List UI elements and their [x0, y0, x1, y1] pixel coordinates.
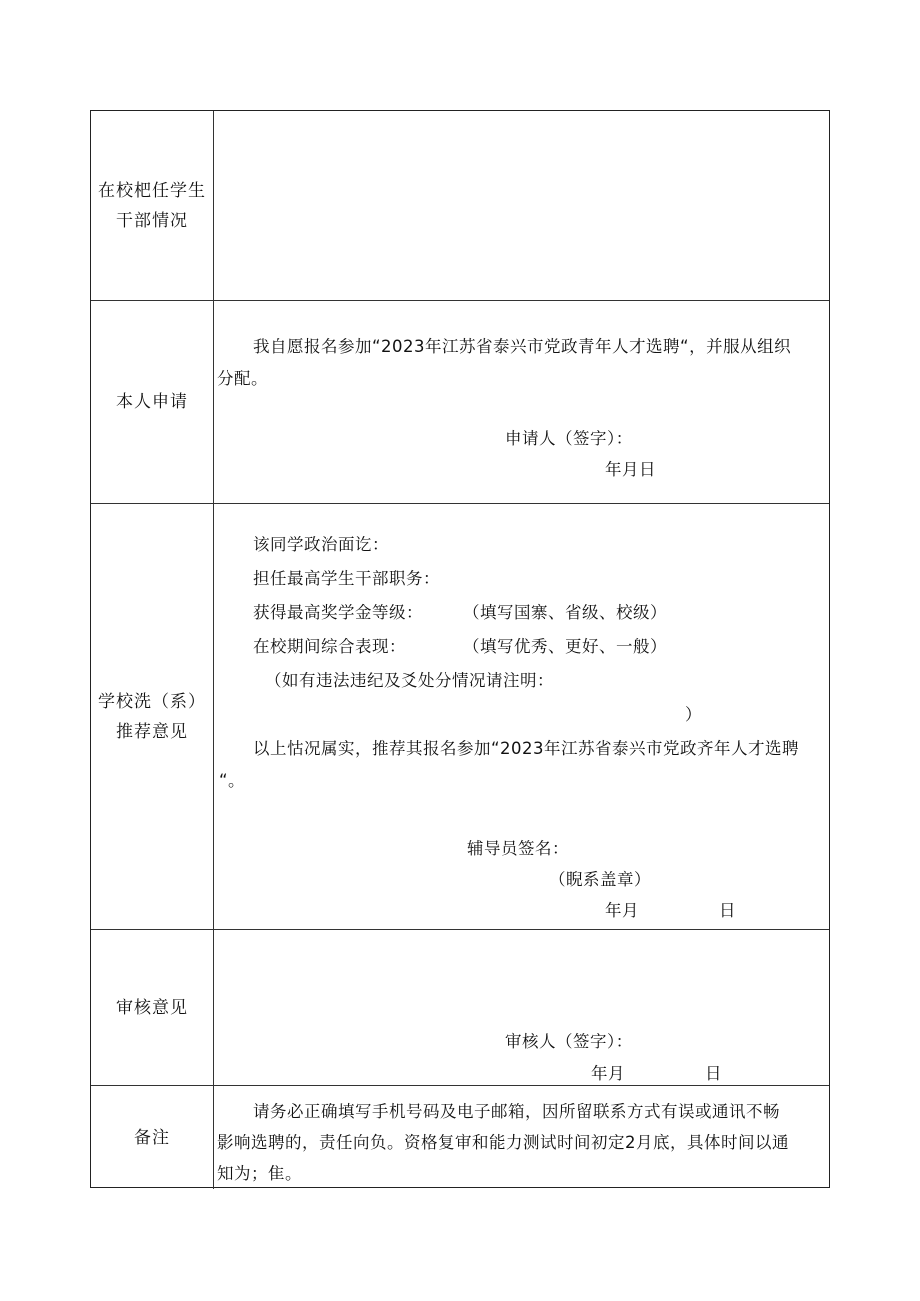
row-personal-application — [91, 301, 829, 504]
student-cadre-field[interactable] — [215, 111, 829, 300]
recommendation-date-d: 日 — [719, 901, 736, 920]
application-form-table — [90, 110, 830, 1188]
conclusion-line1: 以上怙况属实，推荐其报名参加“2023年江苏省泰兴市党政齐年人才选聘 — [253, 739, 800, 758]
conclusion-line2: “。 — [219, 771, 246, 790]
label-text: 在校杷任学生 — [98, 180, 206, 201]
row-label-recommendation — [91, 504, 214, 929]
political-status-label: 该同学政治面讫： — [253, 535, 389, 554]
counselor-signature-label: 辅导员签名： — [467, 839, 569, 858]
applicant-signature-label: 申请人（签字）： — [505, 429, 633, 448]
performance-label: 在校期间综合表现： — [253, 637, 406, 656]
label-text: 备注 — [134, 1127, 170, 1148]
label-text: 推荐意见 — [116, 721, 188, 742]
scholarship-label: 获得最高奖学金等级： — [253, 603, 423, 622]
row-school-recommendation — [91, 504, 829, 930]
row-student-cadre — [91, 111, 829, 301]
row-label-application — [91, 301, 214, 503]
scholarship-hint: （填写国寨、省级、校级） — [463, 603, 667, 622]
label-text: 学校洗（系） — [98, 691, 206, 712]
department-seal-label: （睨系盖章） — [549, 870, 651, 889]
label-text: 干部情况 — [116, 210, 188, 231]
label-text: 审核意见 — [116, 997, 188, 1018]
row-remarks — [91, 1086, 829, 1189]
remarks-content — [215, 1086, 829, 1189]
remarks-line1: 请务必正确填写手机号码及电子邮箱，因所留联系方式有误或通讯不畅 — [253, 1102, 780, 1121]
application-content — [215, 301, 829, 503]
highest-position-label: 担任最高学生干部职务： — [253, 569, 440, 588]
remarks-line3: 知为；隹。 — [217, 1164, 302, 1183]
row-review-opinion — [91, 930, 829, 1086]
review-date-ym: 年月 — [591, 1064, 625, 1083]
row-label-remarks — [91, 1086, 214, 1189]
application-date: 年月日 — [605, 460, 656, 479]
row-label-student-cadre — [91, 111, 214, 300]
reviewer-signature-label: 审核人（签字）： — [505, 1032, 633, 1051]
review-date-d: 日 — [705, 1064, 722, 1083]
recommendation-content — [215, 504, 829, 929]
violation-note: （如有违法违纪及爻处分情况请注明： — [265, 671, 554, 690]
application-statement-line2: 分配。 — [217, 369, 268, 388]
application-statement-line1: 我自愿报名参加“2023年江苏省泰兴市党政青年人才选聘“，并服从组织 — [253, 337, 792, 356]
label-text: 本人申请 — [116, 392, 188, 412]
performance-hint: （填写优秀、更好、一般） — [463, 637, 667, 656]
review-content — [215, 930, 829, 1085]
violation-close-paren: ） — [685, 705, 702, 724]
remarks-line2: 影响选聘的，责任向负。资格复审和能力测试时间初定2月底，具体时间以通 — [217, 1133, 789, 1152]
recommendation-date-ym: 年月 — [605, 901, 639, 920]
row-label-review — [91, 930, 214, 1085]
